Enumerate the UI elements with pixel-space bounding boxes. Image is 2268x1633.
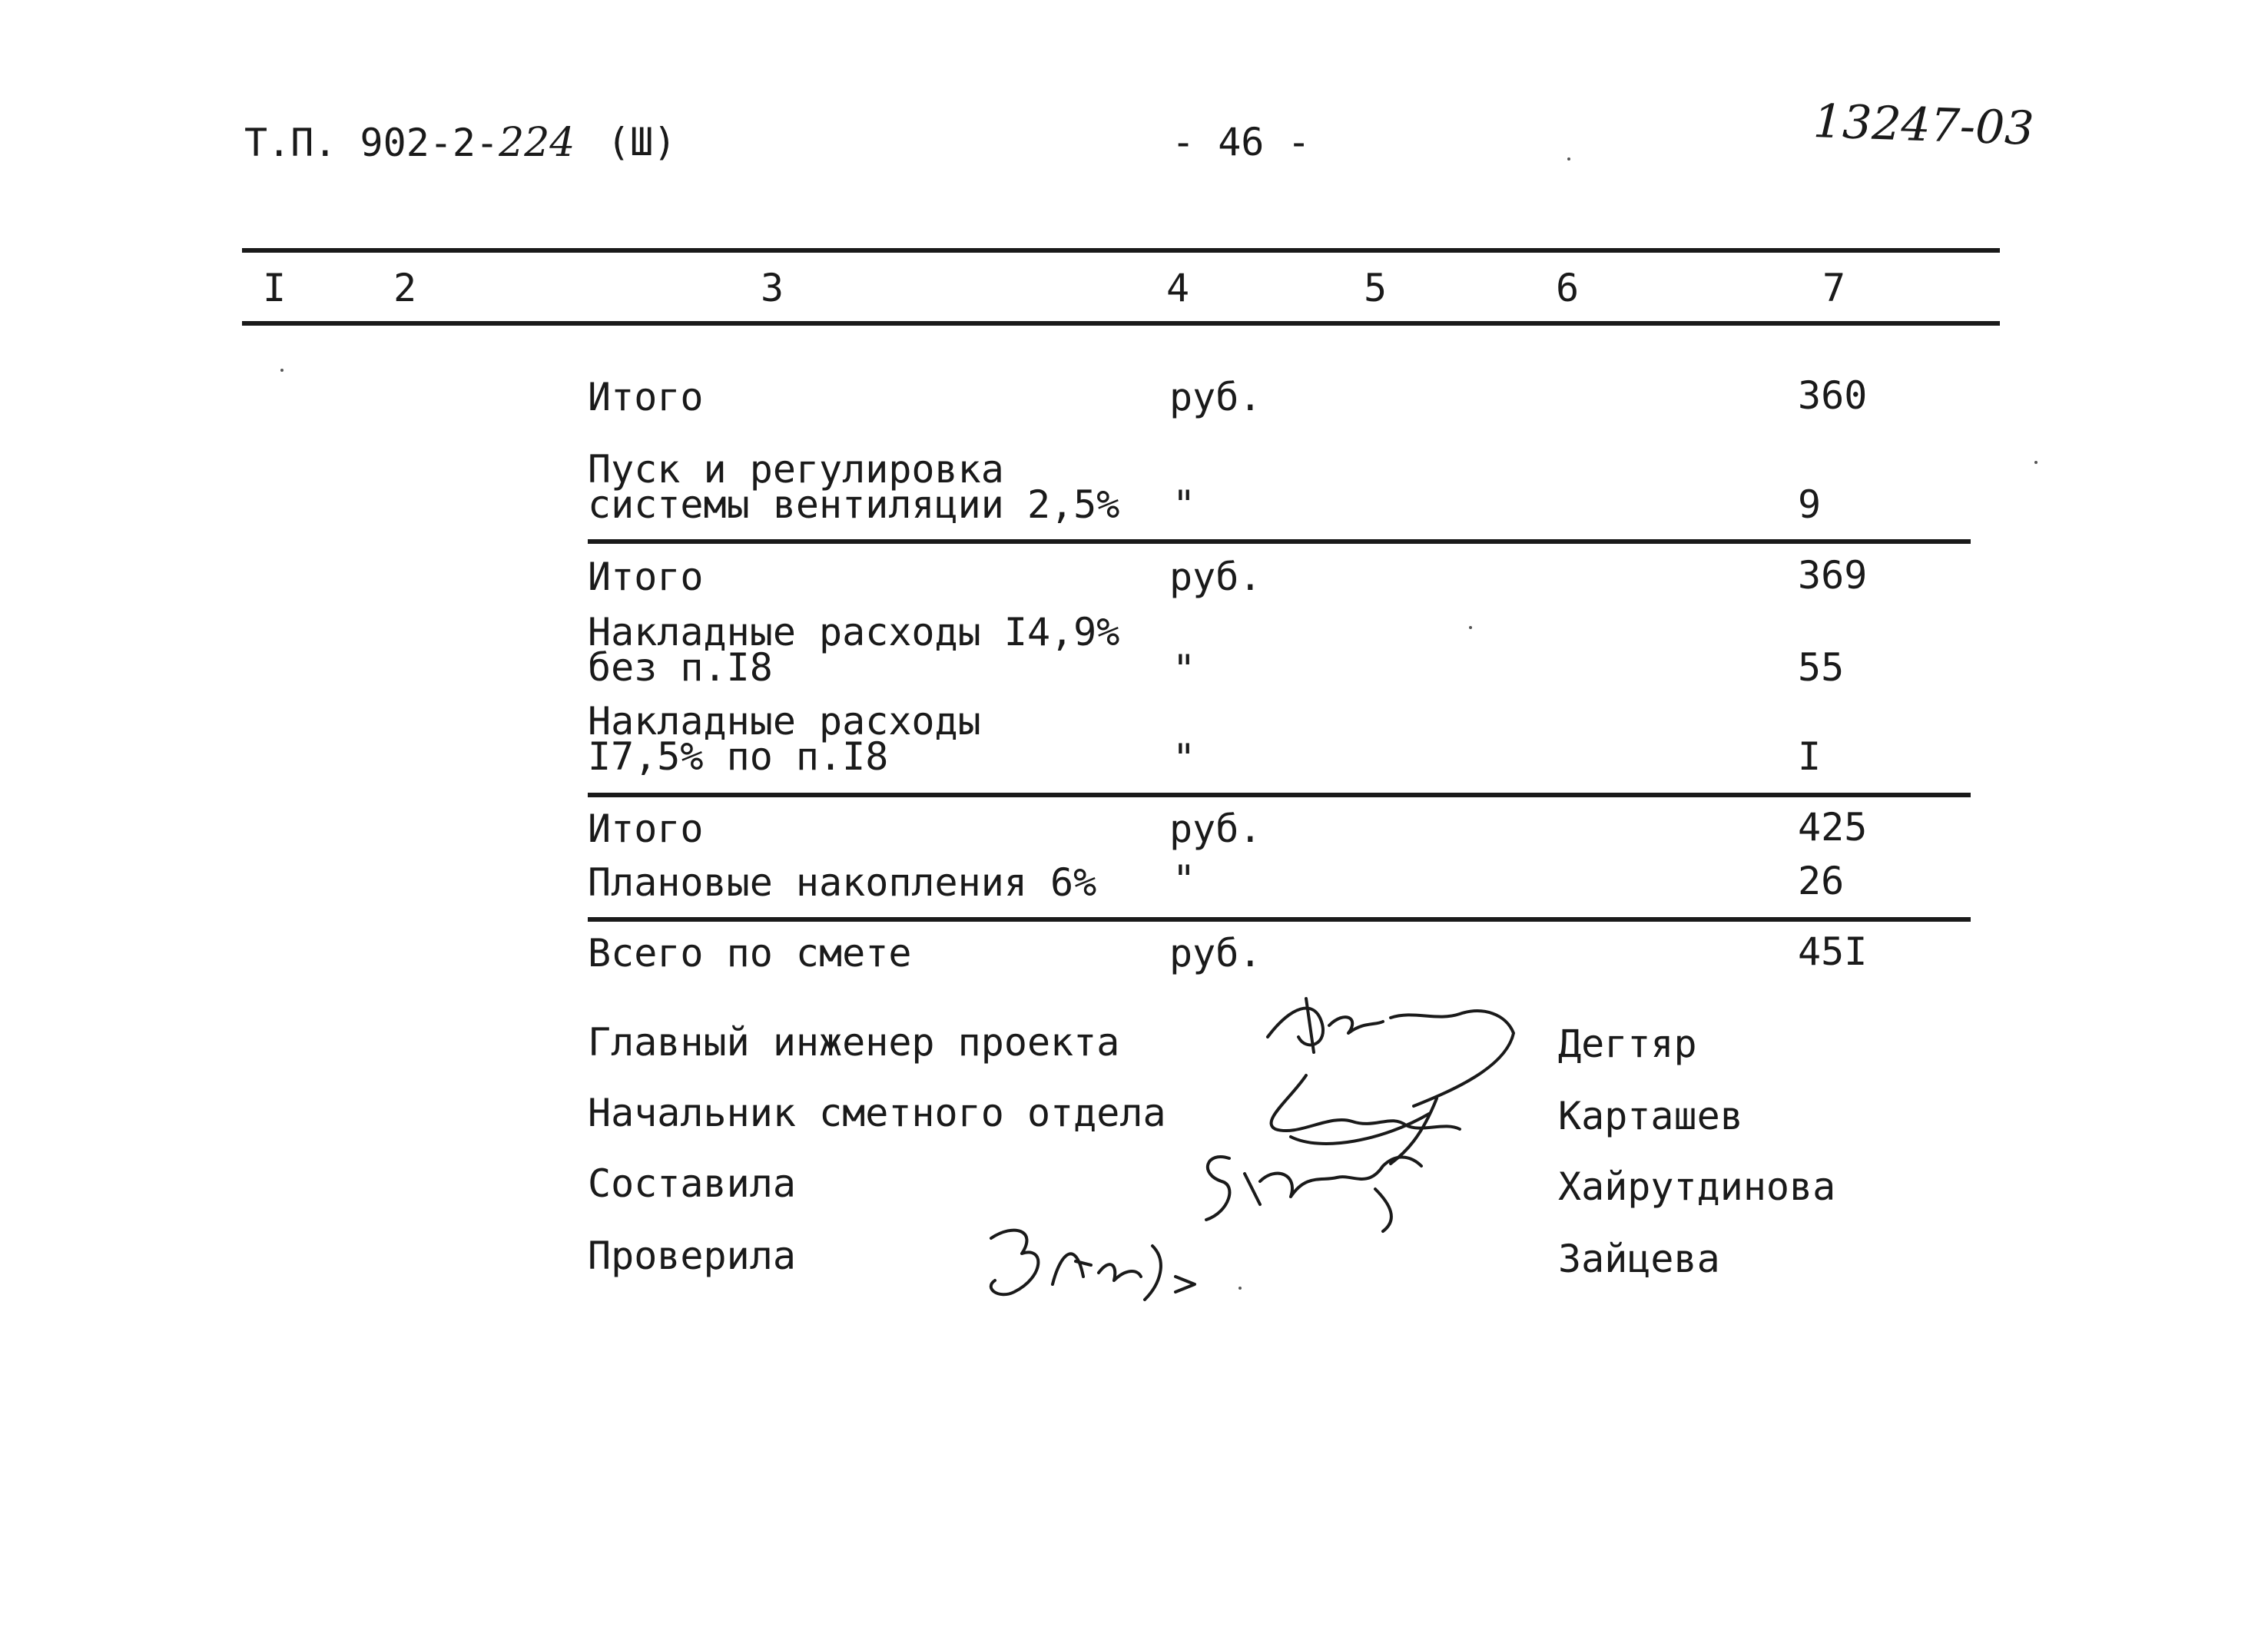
row-2-value: 9	[1798, 482, 1822, 527]
signature-role-compiled-by: Составила	[588, 1161, 796, 1206]
scan-speck	[1238, 1287, 1242, 1290]
row-2-unit: "	[1172, 482, 1196, 527]
total-rule	[588, 917, 1971, 922]
handwritten-signature-compiled-by	[1183, 1143, 1429, 1235]
column-header-3: 3	[761, 266, 784, 310]
subtotal-rule-2	[588, 793, 1971, 797]
column-header-5: 5	[1364, 266, 1388, 310]
table-top-rule	[242, 248, 2000, 253]
row-1-unit: руб.	[1169, 375, 1262, 419]
row-1-value: 360	[1798, 373, 1868, 418]
document-code-prefix: Т.П. 902-2-	[244, 121, 499, 165]
scan-speck	[1567, 157, 1570, 161]
row-3-name: Итого	[588, 555, 704, 599]
column-header-1: I	[263, 266, 287, 310]
signature-role-estimates-head: Начальник сметного отдела	[588, 1091, 1166, 1135]
scan-speck	[2034, 461, 2038, 464]
row-8-value: 45I	[1798, 929, 1868, 974]
signature-role-checked-by: Проверила	[588, 1234, 796, 1278]
column-header-7: 7	[1822, 266, 1846, 310]
row-4-unit: "	[1172, 647, 1196, 691]
row-5-value: I	[1798, 734, 1822, 779]
page-number: - 46 -	[1172, 120, 1311, 164]
row-2-name: Пуск и регулировка системы вентиляции 2,5%	[588, 447, 1120, 527]
row-4-name: Накладные расходы I4,9% без п.I8	[588, 610, 1120, 690]
table-header-bottom-rule	[242, 321, 2000, 326]
row-8-unit: руб.	[1169, 931, 1262, 975]
document-code-handwritten-number: 224	[499, 120, 575, 166]
signature-person-checked-by: Зайцева	[1558, 1237, 1720, 1281]
subtotal-rule-1	[588, 539, 1971, 544]
scan-speck	[1469, 626, 1472, 629]
scan-speck	[280, 369, 284, 372]
row-5-unit: "	[1172, 736, 1196, 780]
row-6-name: Итого	[588, 807, 704, 851]
archive-number: 13247-03	[1812, 94, 2035, 156]
document-code-suffix: (Ш)	[607, 120, 677, 164]
signature-person-chief-engineer: Дегтяр	[1558, 1022, 1697, 1066]
signature-person-estimates-head: Карташев	[1558, 1094, 1743, 1138]
row-8-name: Всего по смете	[588, 931, 912, 975]
row-4-value: 55	[1798, 645, 1845, 690]
row-7-value: 26	[1798, 859, 1845, 903]
column-header-2: 2	[393, 266, 417, 310]
row-6-value: 425	[1798, 805, 1868, 850]
column-header-6: 6	[1556, 266, 1580, 310]
handwritten-signature-checked-by	[976, 1215, 1206, 1315]
signature-role-chief-engineer: Главный инженер проекта	[588, 1020, 1120, 1065]
row-6-unit: руб.	[1169, 807, 1262, 851]
document-code	[244, 120, 575, 166]
row-5-name: Накладные расходы I7,5% по п.I8	[588, 699, 981, 779]
row-7-unit: "	[1172, 857, 1196, 902]
row-7-name: Плановые накопления 6%	[588, 860, 1097, 905]
signature-person-compiled-by: Хайрутдинова	[1558, 1164, 1836, 1209]
row-3-unit: руб.	[1169, 555, 1262, 599]
row-3-value: 369	[1798, 553, 1868, 598]
column-header-4: 4	[1166, 266, 1190, 310]
row-1-name: Итого	[588, 375, 704, 419]
